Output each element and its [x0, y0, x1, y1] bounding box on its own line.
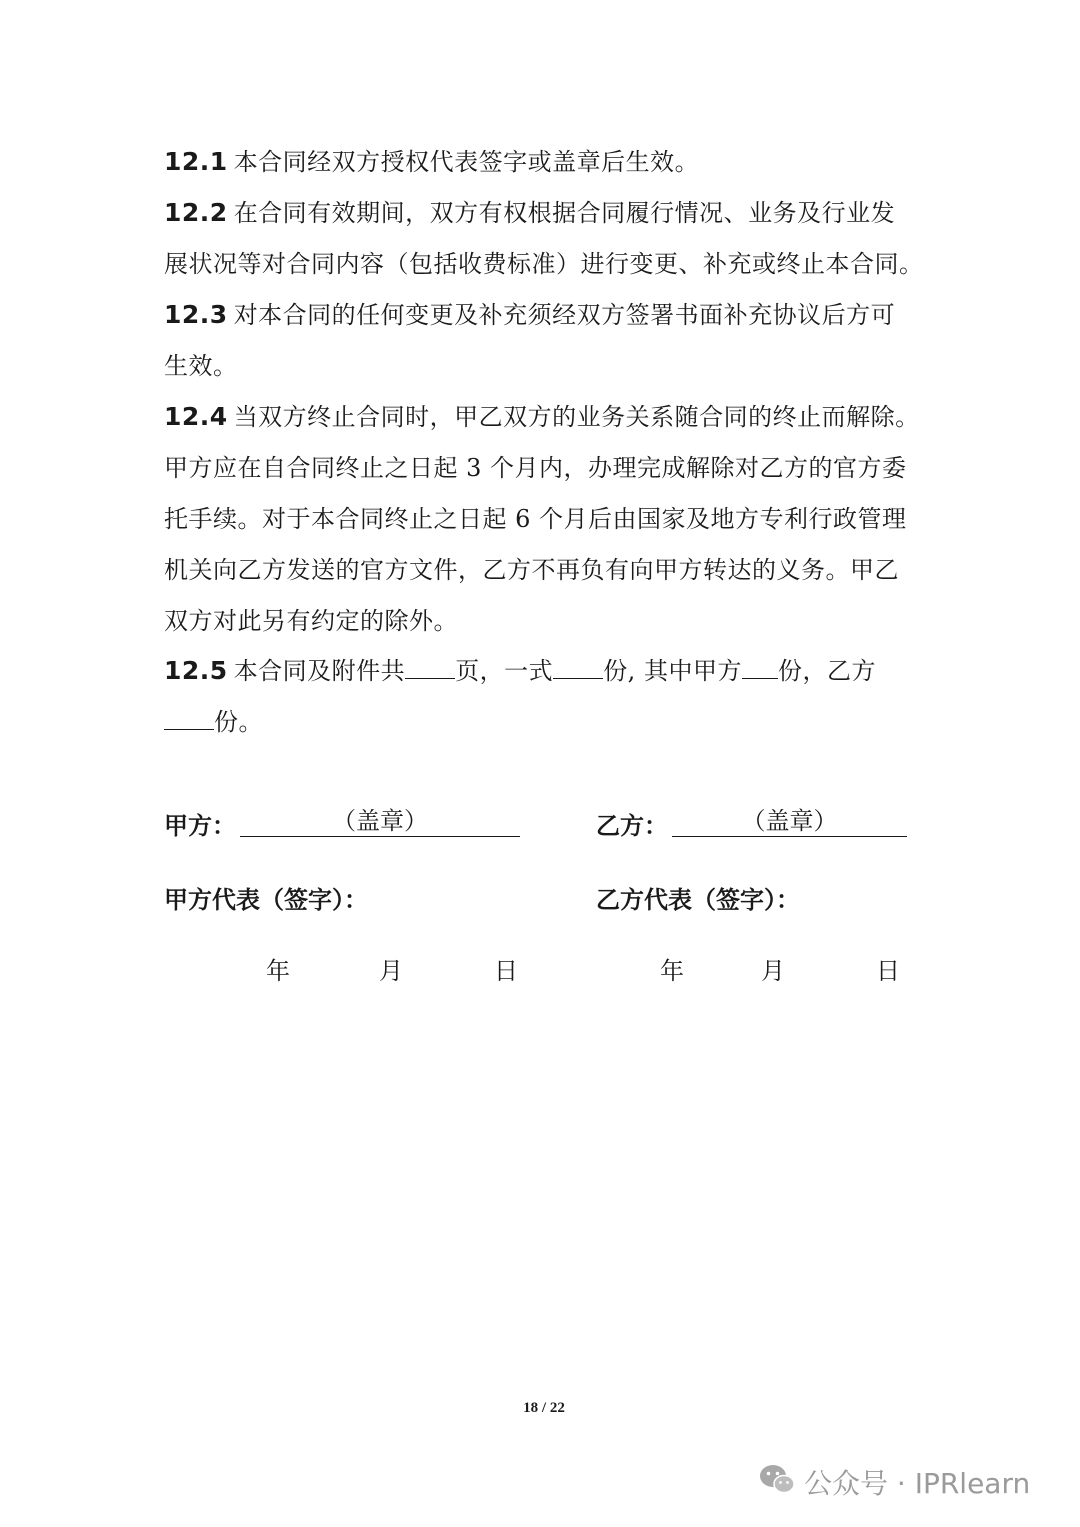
party-a-seal-text: （盖章）	[332, 807, 428, 835]
clause-12-1	[164, 136, 924, 188]
party-b-day: 日	[876, 957, 900, 985]
clause-text: 份。	[214, 708, 263, 736]
clause-number: 12.3	[164, 300, 228, 329]
clause-12-4	[164, 391, 924, 647]
watermark	[758, 1462, 1030, 1502]
party-a-year: 年	[266, 957, 290, 985]
clause-text: 对本合同的任何变更及补充须经双方签署书面补充协议后方可	[233, 301, 896, 329]
wechat-icon	[758, 1463, 796, 1502]
clause-text: 甲方应在自合同终止之日起 3 个月内，办理完成解除对乙方的官方委	[164, 454, 907, 482]
clause-number: 12.5	[164, 656, 228, 685]
clause-text: 双方对此另有约定的除外。	[164, 607, 458, 635]
party-b-copies-blank[interactable]	[164, 703, 214, 730]
party-b-month: 月	[761, 957, 785, 985]
clause-text: 份，乙方	[777, 657, 876, 685]
copies-blank[interactable]	[553, 652, 603, 679]
clause-number: 12.1	[164, 147, 228, 176]
clause-text: 页，一式	[455, 657, 554, 685]
clause-text: 本合同及附件共	[233, 657, 406, 685]
clause-text: 展状况等对合同内容（包括收费标准）进行变更、补充或终止本合同。	[164, 250, 924, 278]
watermark-text: 公众号 · IPRlearn	[804, 1467, 1031, 1500]
party-b-seal-field[interactable]	[672, 806, 907, 837]
party-a-representative-label: 甲方代表（签字）：	[164, 886, 368, 914]
party-a-seal-field[interactable]	[240, 806, 520, 837]
party-a-month: 月	[379, 957, 403, 985]
party-b-year: 年	[660, 957, 684, 985]
party-a-label: 甲方：	[164, 812, 236, 840]
clause-text: 托手续。对于本合同终止之日起 6 个月后由国家及地方专利行政管理	[164, 505, 907, 533]
clause-text: 生效。	[164, 352, 238, 380]
clause-12-5	[164, 645, 924, 748]
party-b-representative-label: 乙方代表（签字）：	[596, 886, 800, 914]
party-a-day: 日	[494, 957, 518, 985]
clause-text: 本合同经双方授权代表签字或盖章后生效。	[233, 148, 700, 176]
page-count-blank[interactable]	[405, 652, 455, 679]
clause-number: 12.2	[164, 198, 228, 227]
clause-12-2	[164, 187, 924, 290]
party-a-copies-blank[interactable]	[742, 652, 778, 679]
clause-12-3	[164, 289, 924, 392]
clause-text: 份, 其中甲方	[603, 657, 742, 685]
clause-text: 机关向乙方发送的官方文件，乙方不再负有向甲方转达的义务。甲乙	[164, 556, 899, 584]
page-number: 18 / 22	[523, 1400, 565, 1416]
clause-number: 12.4	[164, 402, 228, 431]
party-b-seal-text: （盖章）	[741, 807, 838, 835]
clause-text: 当双方终止合同时，甲乙双方的业务关系随合同的终止而解除。	[233, 403, 920, 431]
party-b-label: 乙方：	[596, 812, 668, 840]
clause-text: 在合同有效期间，双方有权根据合同履行情况、业务及行业发	[233, 199, 896, 227]
